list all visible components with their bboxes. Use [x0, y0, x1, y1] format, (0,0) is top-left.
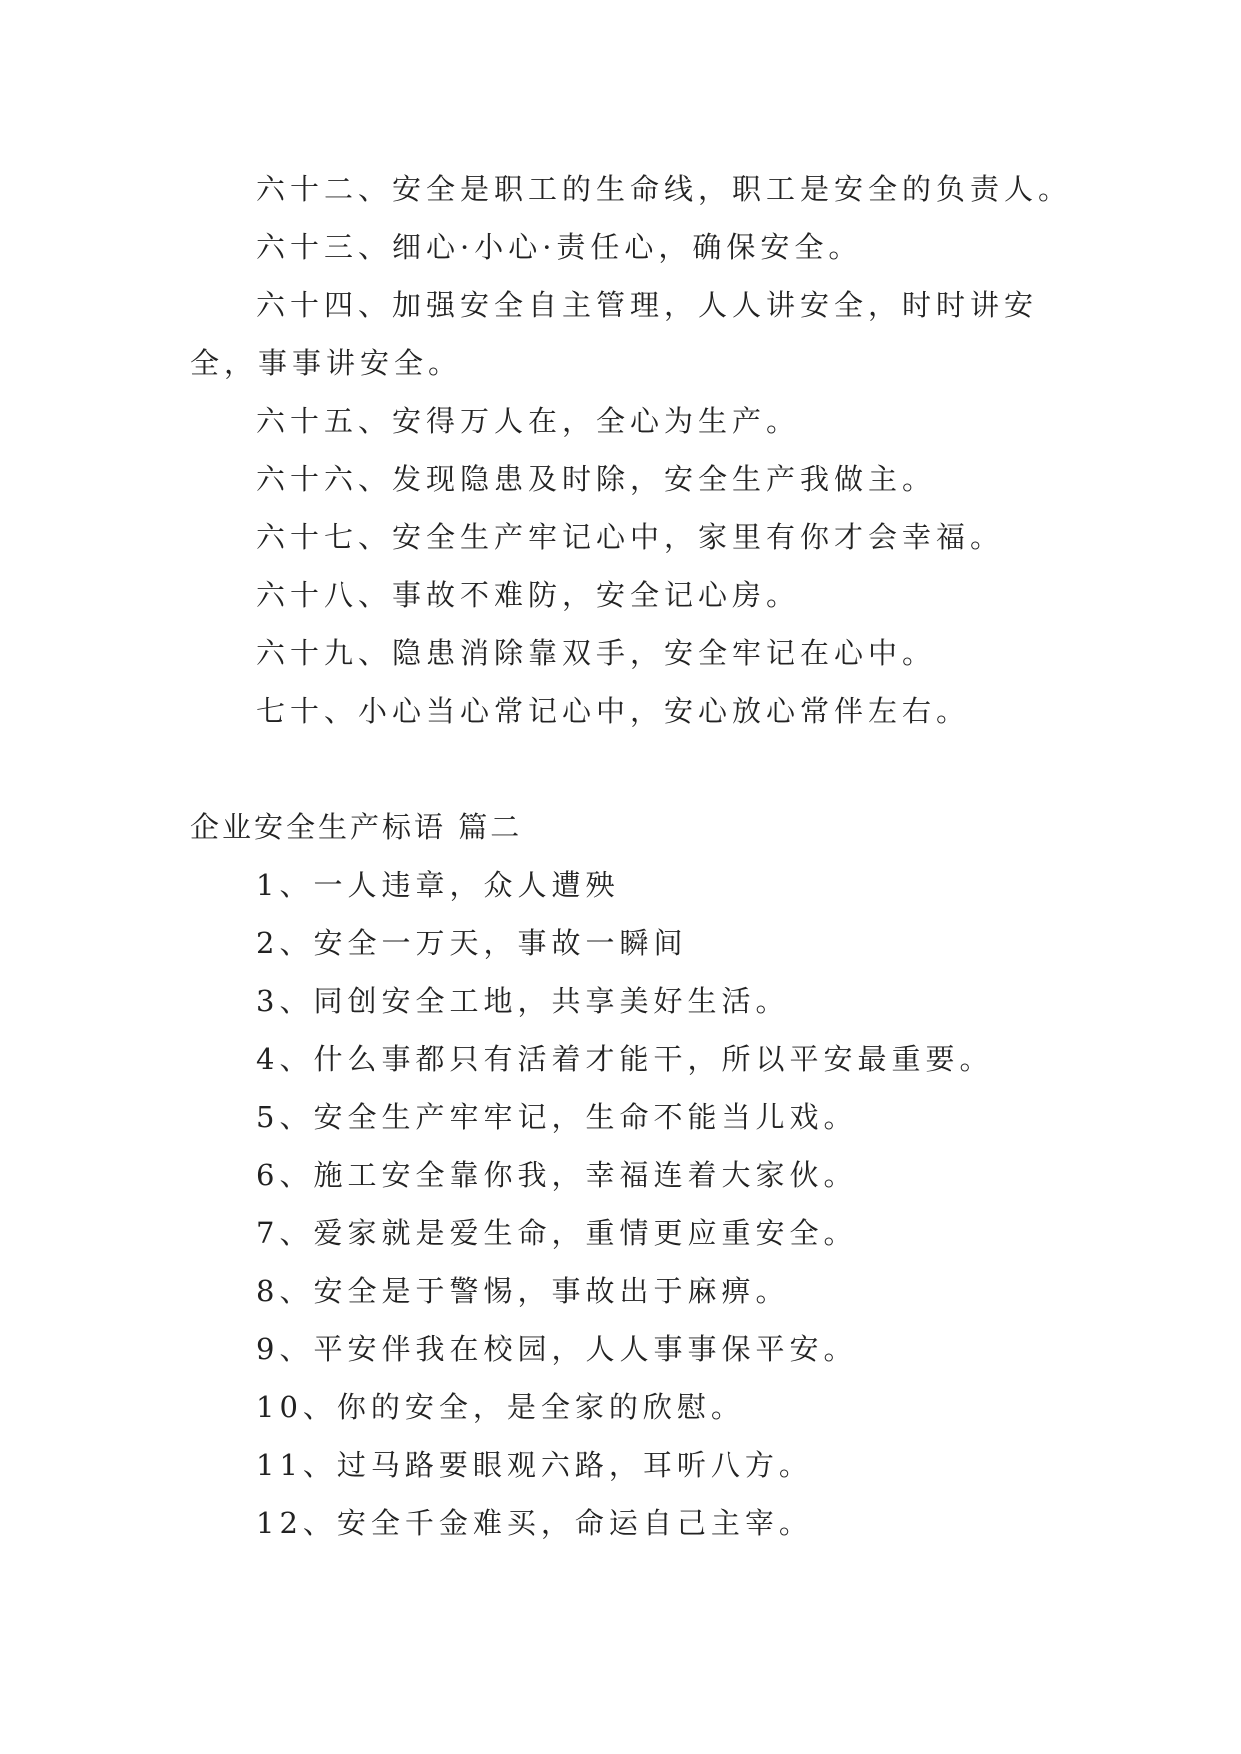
slogan-item-5: 5、安全生产牢牢记，生命不能当儿戏。	[256, 1100, 858, 1134]
slogan-item-10: 10、你的安全，是全家的欣慰。	[256, 1390, 745, 1424]
slogan-64: 六十四、加强安全自主管理，人人讲安全，时时讲安全，事事讲安全。	[190, 288, 1039, 380]
slogan-66: 六十六、发现隐患及时除，安全生产我做主。	[256, 462, 937, 496]
slogan-63: 六十三、细心·小心·责任心，确保安全。	[256, 230, 863, 264]
slogan-item-1: 1、一人违章，众人遭殃	[256, 868, 620, 902]
slogan-item-11: 11、过马路要眼观六路，耳听八方。	[256, 1448, 813, 1482]
slogan-62: 六十二、安全是职工的生命线，职工是安全的负责人。	[256, 172, 1073, 206]
slogan-item-4: 4、什么事都只有活着才能干，所以平安最重要。	[256, 1042, 994, 1076]
document-body	[190, 160, 1090, 1552]
slogan-item-6: 6、施工安全靠你我，幸福连着大家伙。	[256, 1158, 858, 1192]
slogan-69: 六十九、隐患消除靠双手，安全牢记在心中。	[256, 636, 937, 670]
section-heading: 企业安全生产标语 篇二	[190, 810, 523, 844]
slogan-68: 六十八、事故不难防，安全记心房。	[256, 578, 801, 612]
slogan-item-3: 3、同创安全工地，共享美好生活。	[256, 984, 790, 1018]
slogan-item-2: 2、安全一万天，事故一瞬间	[256, 926, 688, 960]
slogan-67: 六十七、安全生产牢记心中，家里有你才会幸福。	[256, 520, 1005, 554]
slogan-item-8: 8、安全是于警惕，事故出于麻痹。	[256, 1274, 790, 1308]
slogan-item-7: 7、爱家就是爱生命，重情更应重安全。	[256, 1216, 858, 1250]
section-gap	[190, 740, 1090, 798]
slogan-70: 七十、小心当心常记心中，安心放心常伴左右。	[256, 694, 971, 728]
slogan-item-9: 9、平安伴我在校园，人人事事保平安。	[256, 1332, 858, 1366]
slogan-item-12: 12、安全千金难买，命运自己主宰。	[256, 1506, 813, 1540]
slogan-65: 六十五、安得万人在，全心为生产。	[256, 404, 801, 438]
